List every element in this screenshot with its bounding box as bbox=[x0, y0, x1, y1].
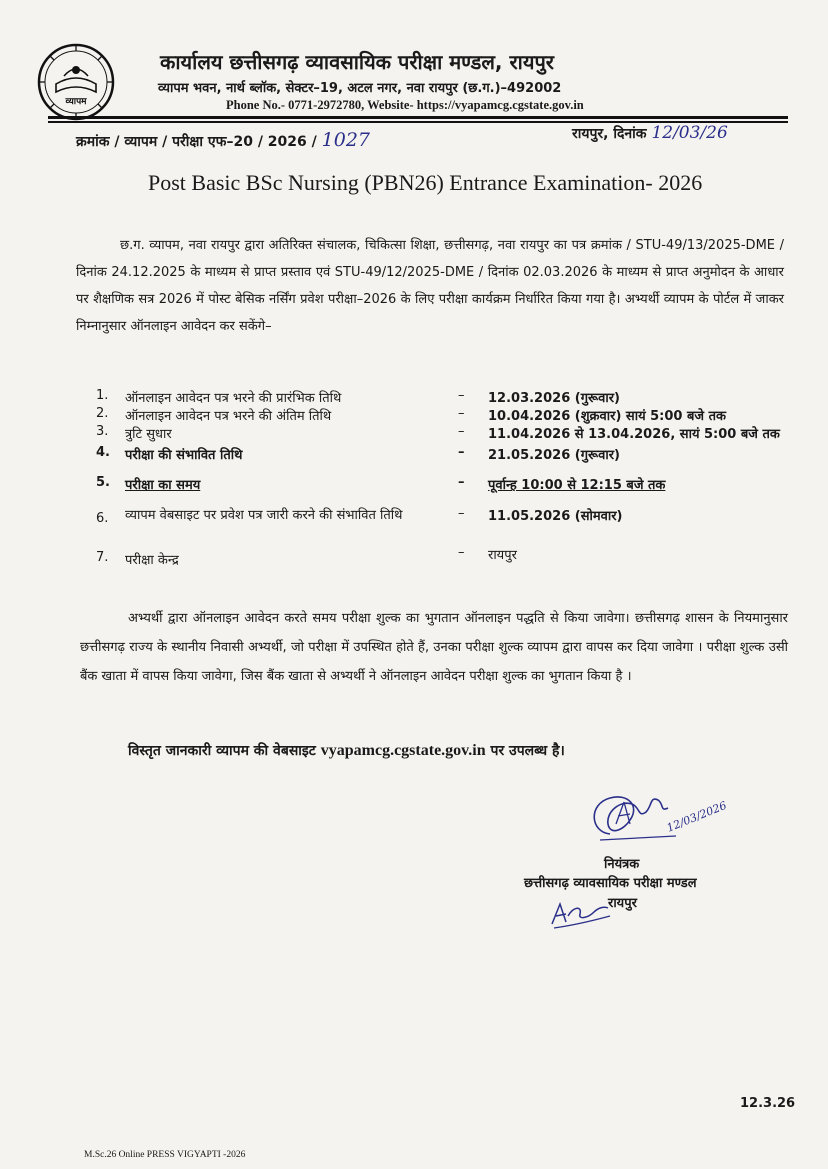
schedule-value: 11.04.2026 से 13.04.2026, सायं 5:00 बजे तक bbox=[488, 427, 780, 442]
office-title: कार्यालय छत्तीसगढ़ व्यावसायिक परीक्षा मण्डल, रायपुर bbox=[160, 50, 554, 74]
info-text-after: पर उपलब्ध है। bbox=[490, 743, 565, 759]
schedule-dash: – bbox=[458, 445, 465, 460]
schedule-label: व्यापम वेबसाइट पर प्रवेश पत्र जारी करने की संभावित तिथि bbox=[125, 508, 403, 523]
footer-date: 12.3.26 bbox=[740, 1096, 796, 1111]
info-line bbox=[128, 741, 565, 760]
schedule-value: 11.05.2026 (सोमवार) bbox=[488, 509, 623, 524]
schedule-num: 3. bbox=[96, 424, 109, 439]
schedule-dash: – bbox=[458, 388, 465, 403]
schedule-dash: – bbox=[458, 406, 465, 421]
schedule-value: पूर्वान्ह 10:00 से 12:15 बजे तक bbox=[488, 478, 666, 493]
info-text-before: विस्तृत जानकारी व्यापम की वेबसाइट bbox=[128, 743, 316, 759]
schedule-label: परीक्षा का समय bbox=[125, 478, 201, 493]
schedule-dash: – bbox=[458, 475, 465, 490]
schedule-value: रायपुर bbox=[488, 548, 517, 563]
issue-date bbox=[572, 123, 728, 143]
schedule-dash: – bbox=[458, 545, 465, 560]
schedule-dash: – bbox=[458, 424, 465, 439]
footer-code: M.Sc.26 Online PRESS VIGYAPTI -2026 bbox=[84, 1150, 246, 1160]
reference-number bbox=[76, 129, 370, 151]
schedule-num: 1. bbox=[96, 388, 109, 403]
reference-handwritten-number: 1027 bbox=[321, 129, 370, 151]
signature-date: 12/03/2026 bbox=[664, 798, 729, 835]
notice-title: Post Basic BSc Nursing (PBN26) Entrance Examination- 2026 bbox=[148, 170, 703, 195]
schedule-label: ऑनलाइन आवेदन पत्र भरने की अंतिम तिथि bbox=[125, 409, 332, 424]
schedule-value: 21.05.2026 (गुरूवार) bbox=[488, 448, 620, 463]
intro-paragraph: छ.ग. व्यापम, नवा रायपुर द्वारा अतिरिक्त संचालक, चिकित्सा शिक्षा, छत्तीसगढ़, नवा रायपुर का पत्र क्रमांक / STU-49/13/2025-DME / दिनांक 24.12.2025 के माध्यम से प्राप्त प्रस्ताव एवं STU-49/12/2025-DME / दिनांक 02.03.2026 के माध्यम से प्राप्त अनुमोदन के आधार पर शैक्षणिक सत्र 2026 में पोस्ट बेसिक नर्सिंग प्रवेश परीक्षा–2026 के लिए परीक्षा कार्यक्रम निर्धारित किया गया है। अभ्यर्थी व्यापम के पोर्टल में जाकर निम्नानुसार ऑनलाइन आवेदन कर सकेंगे– bbox=[76, 238, 784, 334]
fee-paragraph: अभ्यर्थी द्वारा ऑनलाइन आवेदन करते समय परीक्षा शुल्क का भुगतान ऑनलाइन पद्धति से किया जावेगा। छत्तीसगढ़ शासन के नियमानुसार छत्तीसगढ़ राज्य के स्थानीय निवासी अभ्यर्थी, जो परीक्षा में उपस्थित होते हैं, उनका परीक्षा शुल्क व्यापम द्वारा वापस कर दिया जावेगा । परीक्षा शुल्क उसी बैंक खाता में वापस किया जावेगा, जिस बैंक खाता से अभ्यर्थी ने ऑनलाइन आवेदन परीक्षा शुल्क का भुगतान किया है । bbox=[80, 611, 788, 684]
controller-signature bbox=[580, 784, 729, 854]
schedule-num: 7. bbox=[96, 550, 109, 565]
date-handwritten-value: 12/03/26 bbox=[651, 123, 728, 143]
info-website: vyapamcg.cgstate.gov.in bbox=[320, 742, 486, 759]
reference-prefix: क्रमांक / व्यापम / परीक्षा एफ–20 / 2026 / bbox=[76, 134, 317, 150]
schedule-value: 10.04.2026 (शुक्रवार) सायं 5:00 बजे तक bbox=[488, 409, 726, 424]
schedule-label: परीक्षा की संभावित तिथि bbox=[125, 448, 243, 463]
logo-text: व्यापम bbox=[65, 97, 87, 107]
signatory-organization: छत्तीसगढ़ व्यावसायिक परीक्षा मण्डल bbox=[524, 876, 697, 891]
office-contact: Phone No.- 0771-2972780, Website- https://vyapamcg.cgstate.gov.in bbox=[226, 98, 584, 112]
office-address: व्यापम भवन, नार्थ ब्लॉक, सेक्टर–19, अटल नगर, नवा रायपुर (छ.ग.)–492002 bbox=[158, 81, 562, 96]
schedule-num: 2. bbox=[96, 406, 109, 421]
schedule-label: त्रुटि सुधार bbox=[125, 427, 172, 442]
schedule-dash: – bbox=[458, 506, 465, 521]
header-rule-thick bbox=[48, 116, 788, 119]
schedule-value: 12.03.2026 (गुरूवार) bbox=[488, 391, 620, 406]
date-label: रायपुर, दिनांक bbox=[572, 126, 647, 142]
initials-scribble bbox=[548, 896, 612, 930]
signatory-city: रायपुर bbox=[608, 896, 637, 911]
schedule-label: ऑनलाइन आवेदन पत्र भरने की प्रारंभिक तिथि bbox=[125, 391, 342, 406]
schedule-num: 5. bbox=[96, 475, 110, 490]
signatory-designation: नियंत्रक bbox=[604, 857, 640, 872]
schedule-num: 4. bbox=[96, 445, 110, 460]
vyapam-seal-logo bbox=[36, 42, 116, 122]
schedule-num: 6. bbox=[96, 511, 109, 526]
schedule-label: परीक्षा केन्द्र bbox=[125, 553, 179, 568]
